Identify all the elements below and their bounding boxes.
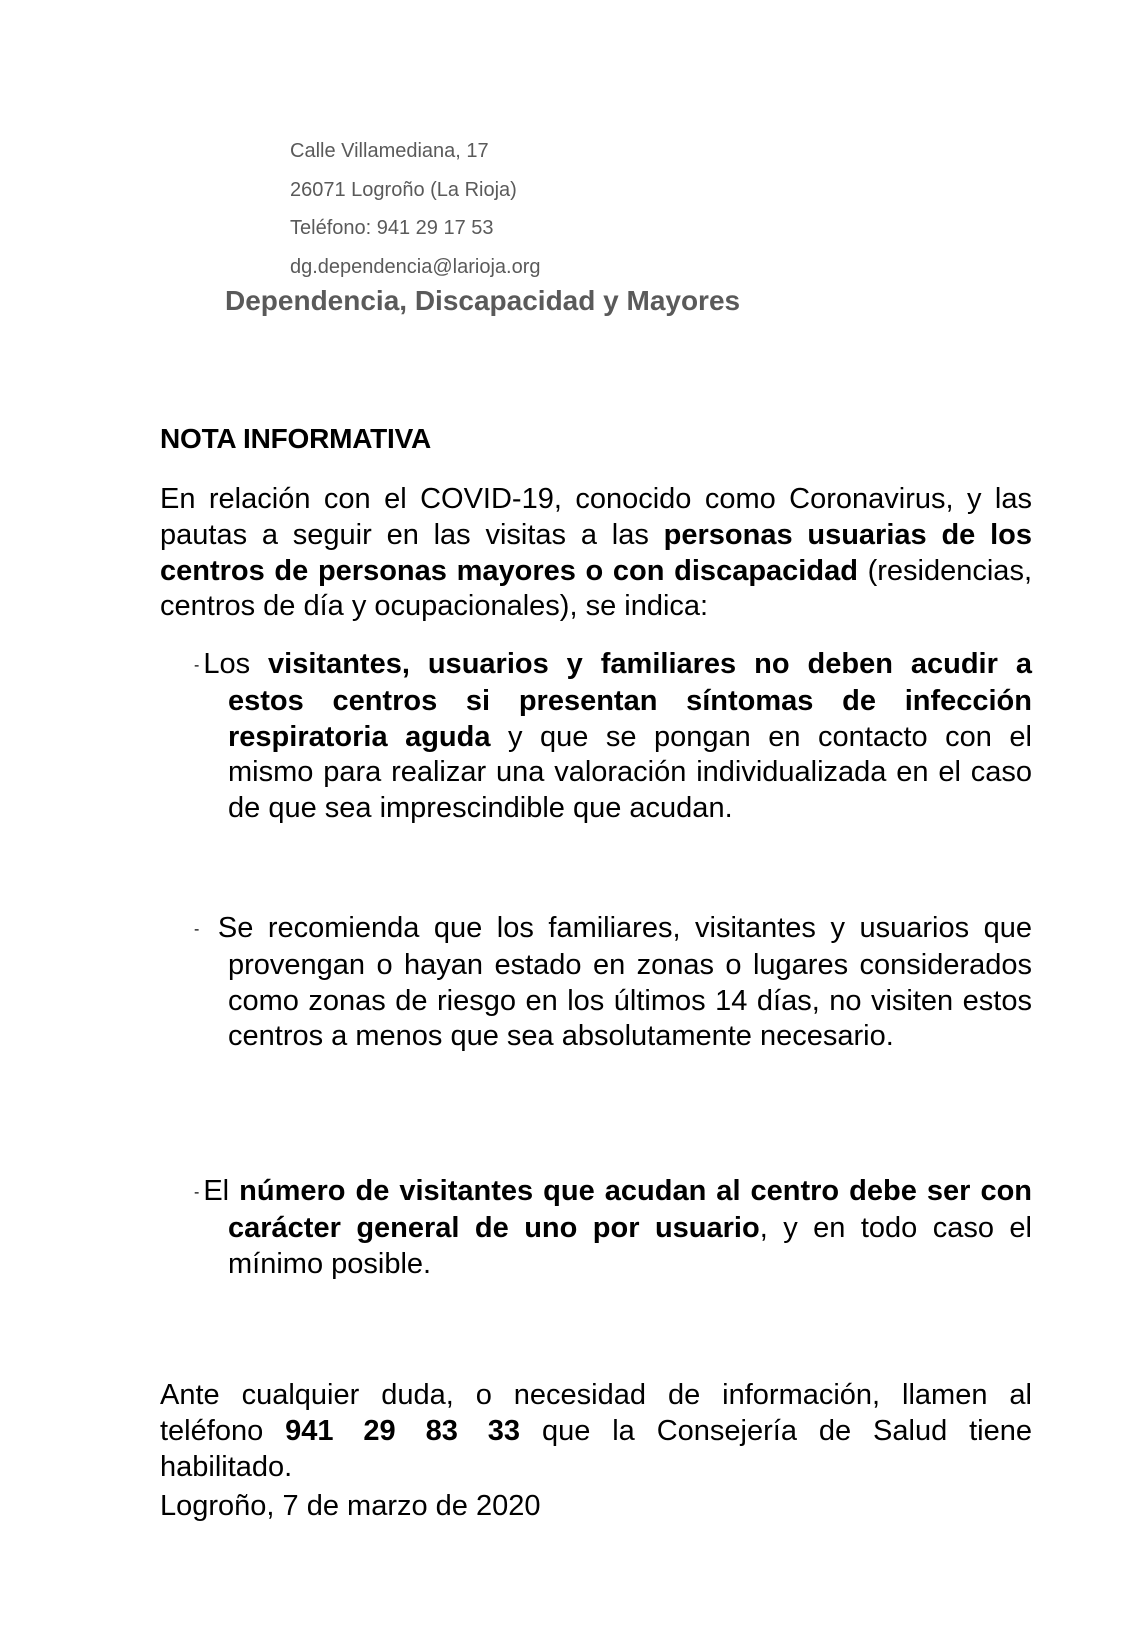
letterhead-city: 26071 Logroño (La Rioja) bbox=[290, 178, 517, 201]
intro-text-2: (residencias, centros de día y ocupacionales), se indica: bbox=[160, 554, 1032, 623]
bullet-dash: - bbox=[194, 657, 200, 674]
document-title: NOTA INFORMATIVA bbox=[160, 423, 432, 454]
bullet-dash: - bbox=[194, 1184, 200, 1201]
letterhead-street: Calle Villamediana, 17 bbox=[290, 140, 489, 162]
bullet-item bbox=[194, 1174, 1032, 1282]
bullet-dash: - bbox=[194, 921, 200, 938]
closing-text-1: Ante cualquier duda, o necesidad de información, llamen al teléfono bbox=[160, 1379, 1032, 1447]
department-name: Dependencia, Discapacidad y Mayores bbox=[225, 285, 741, 316]
bullet-rest: , y en todo caso el mínimo posible. bbox=[228, 1211, 1032, 1280]
closing-paragraph bbox=[160, 1378, 1032, 1485]
intro-bold: personas usuarias de los centros de personas mayores o con discapacidad bbox=[160, 518, 1032, 587]
bullet-rest: y que se pongan en contacto con el mismo para realizar una valoración individualizada en el caso de que sea imprescindible que acudan. bbox=[228, 720, 1032, 825]
closing-text-2: que la Consejería de Salud tiene habilitado. bbox=[160, 1414, 1033, 1483]
bullet-bold: número de visitantes que acudan al centro debe ser con carácter general de uno por usuario bbox=[228, 1175, 1033, 1244]
bullet-lead: El bbox=[203, 1175, 240, 1207]
bullet-item bbox=[194, 911, 1032, 1055]
dateline: Logroño, 7 de marzo de 2020 bbox=[160, 1490, 541, 1522]
bullet-lead: Se recomienda que los familiares, visitantes y usuarios que provengan o hayan estado en zonas o lugares considerados como zonas de riesgo en los últimos 14 días, no visiten estos centros a menos que sea absolutamente necesario. bbox=[203, 912, 1032, 1053]
letterhead-email: dg.dependencia@larioja.org bbox=[290, 255, 541, 278]
bullet-item bbox=[194, 647, 1032, 827]
letterhead bbox=[290, 132, 540, 286]
intro-paragraph bbox=[160, 482, 1032, 625]
intro-text-1: En relación con el COVID-19, conocido como Coronavirus, y las pautas a seguir en las visitas a las bbox=[160, 483, 1032, 551]
closing-phone: 941 29 83 33 bbox=[285, 1414, 521, 1447]
bullet-lead: Los bbox=[203, 648, 269, 680]
letterhead-phone: Teléfono: 941 29 17 53 bbox=[290, 217, 494, 239]
bullet-bold: visitantes, usuarios y familiares no deben acudir a estos centros si presentan síntomas de infección respiratoria aguda bbox=[228, 648, 1032, 753]
